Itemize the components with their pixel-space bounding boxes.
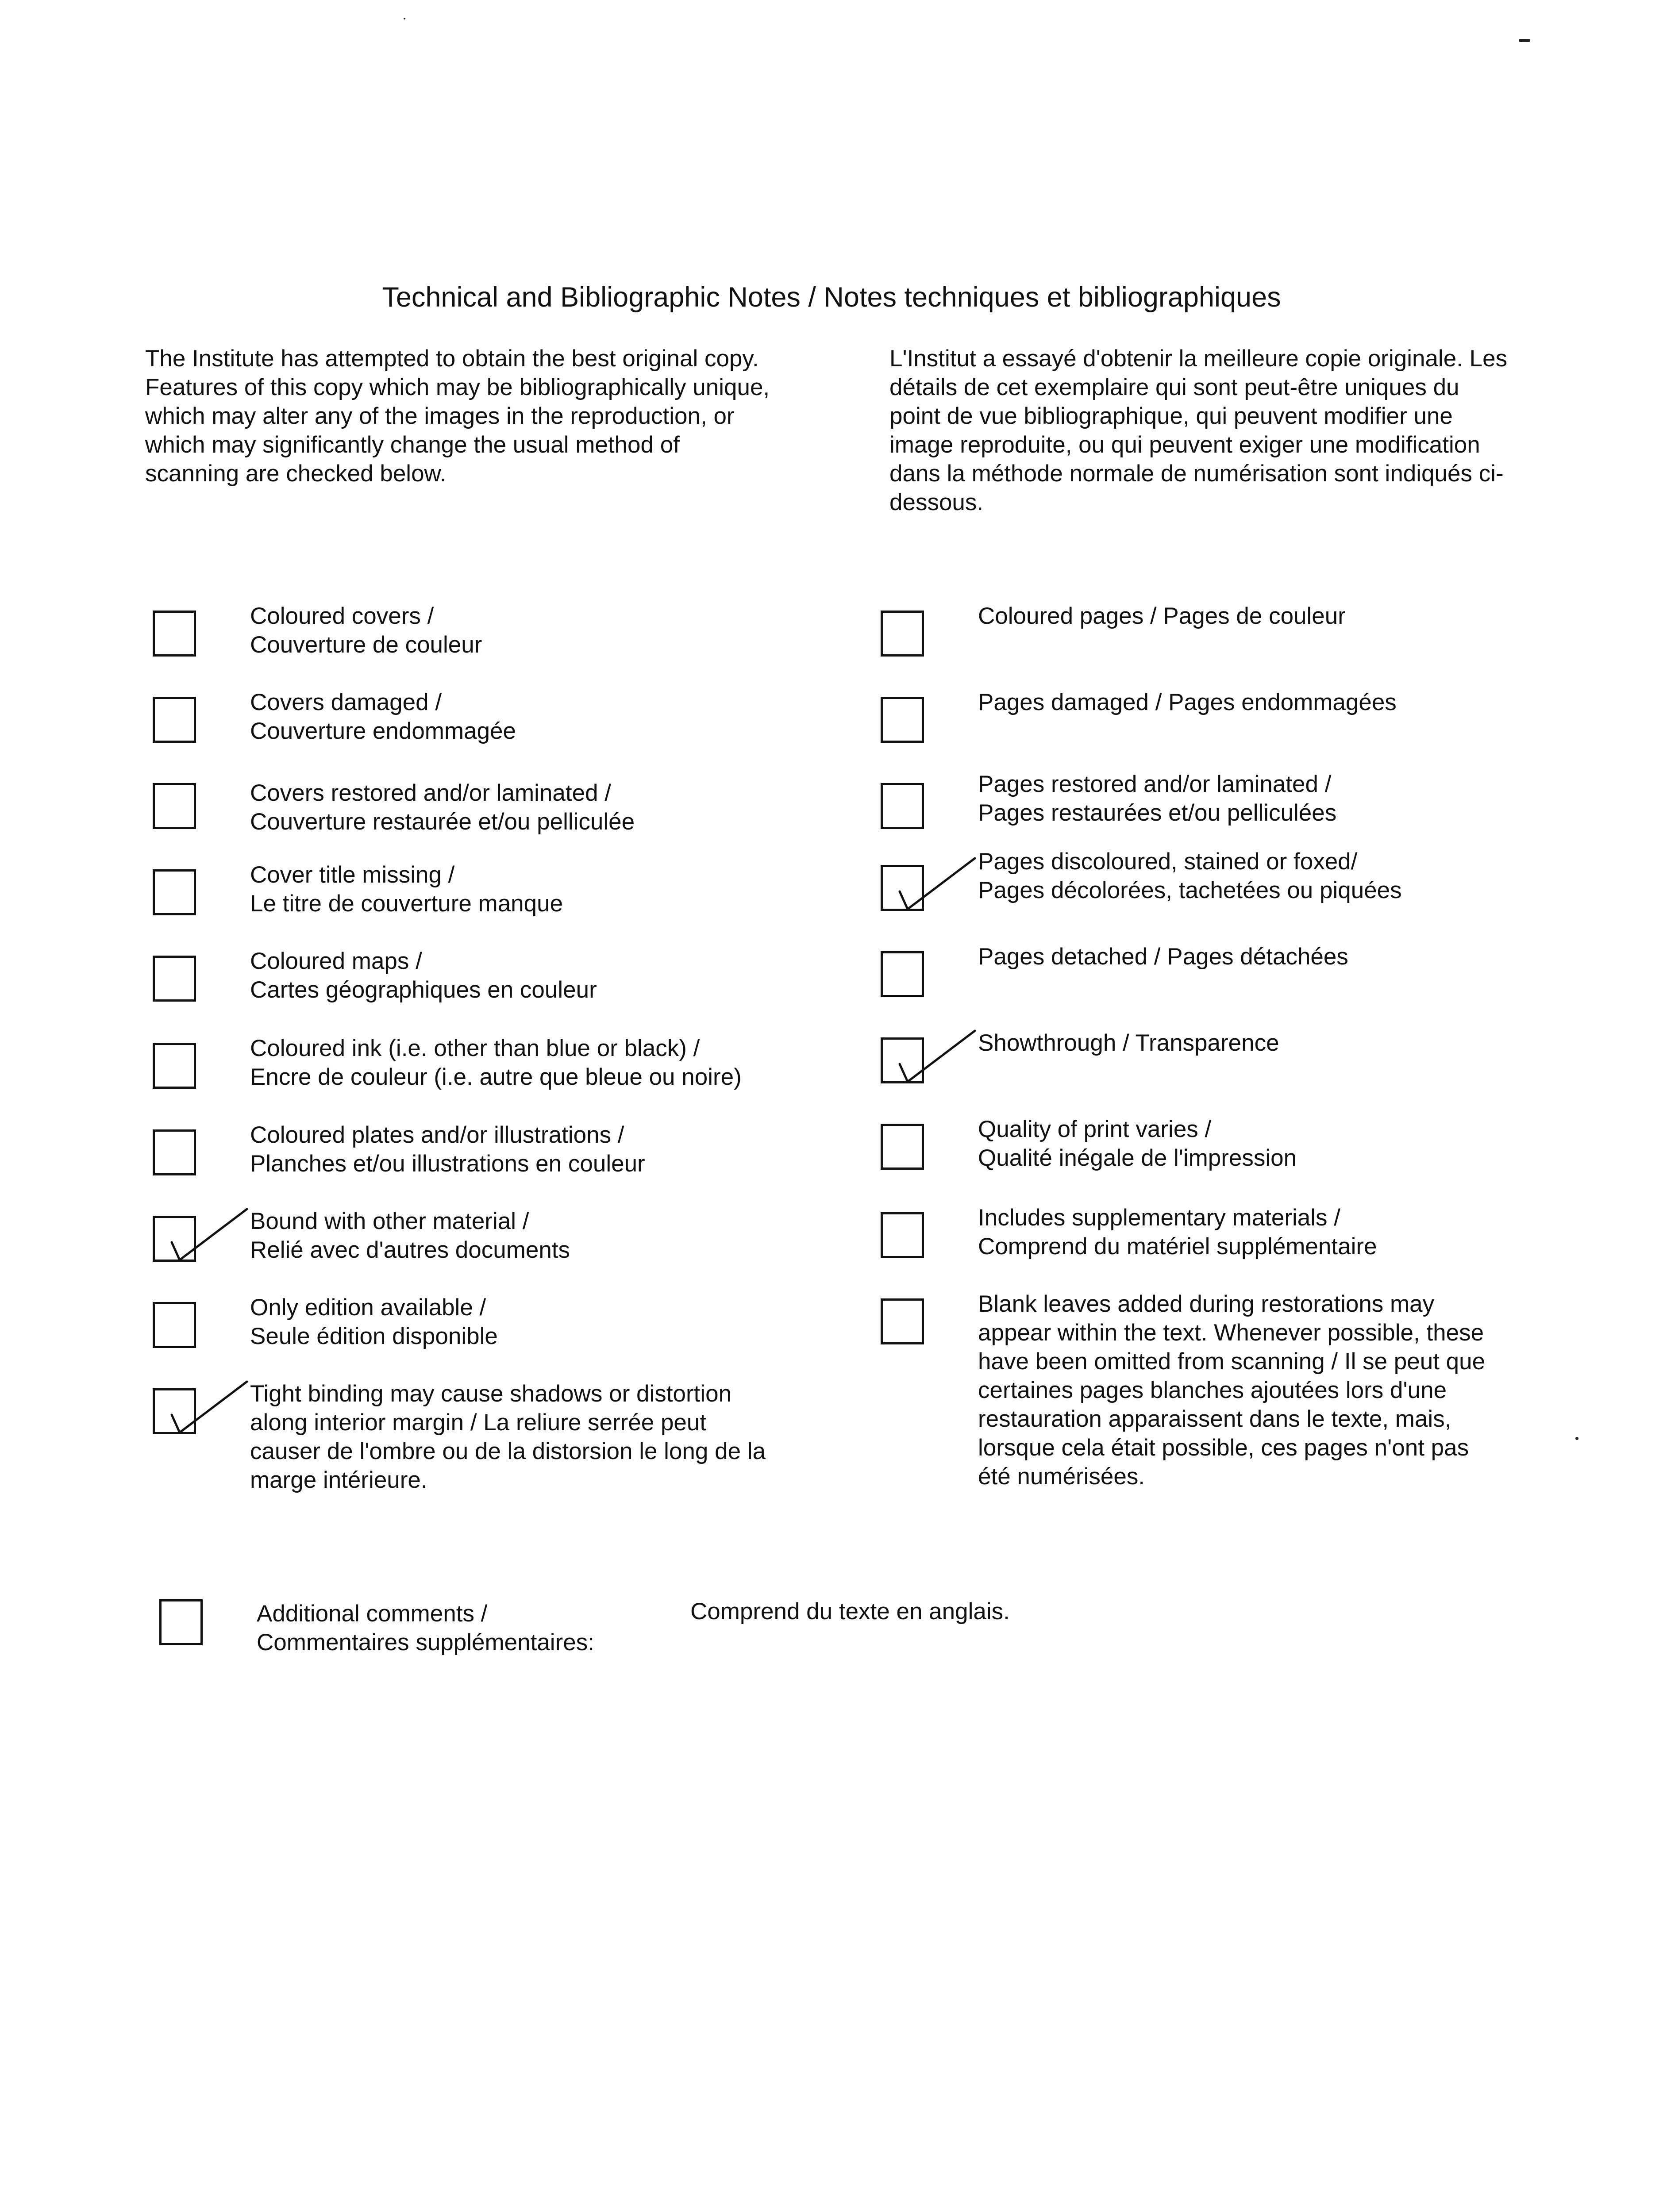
checkmark-icon <box>886 834 975 922</box>
left-checklist-label-line: Couverture endommagée <box>250 718 516 744</box>
right-checklist-label-line: Blank leaves added during restorations may <box>978 1291 1435 1317</box>
right-checklist-label-line: Pages restored and/or laminated / <box>978 771 1332 797</box>
right-checklist-label <box>978 1115 1297 1172</box>
right-checklist-label-line: Coloured pages / Pages de couleur <box>978 603 1346 629</box>
left-checklist-label-line: Bound with other material / <box>250 1208 529 1234</box>
left-checklist-label-line: causer de l'ombre ou de la distorsion le long de la <box>250 1438 766 1464</box>
left-checklist-label-line: Coloured plates and/or illustrations / <box>250 1122 624 1148</box>
right-checklist-label-line: lorsque cela était possible, ces pages n'ont pas <box>978 1435 1469 1461</box>
checkmark-stroke <box>172 1209 247 1260</box>
right-checklist-label-line: Pages décolorées, tachetées ou piquées <box>978 877 1402 903</box>
left-checklist-checkbox[interactable] <box>153 1129 196 1175</box>
right-checklist-label-line: Pages discoloured, stained or foxed/ <box>978 849 1358 875</box>
additional-comments-checkbox[interactable] <box>159 1599 203 1645</box>
right-checklist-checkbox[interactable] <box>881 697 924 743</box>
left-checklist-label-line: Only edition available / <box>250 1294 486 1321</box>
right-checklist-label-line: restauration apparaissent dans le texte, mais, <box>978 1406 1451 1432</box>
intro-english-line: which may alter any of the images in the reproduction, or <box>145 403 735 429</box>
right-checklist-checkbox[interactable] <box>881 865 924 911</box>
left-checklist-label-line: marge intérieure. <box>250 1467 427 1493</box>
additional-comments-label-line: Commentaires supplémentaires: <box>257 1629 594 1655</box>
intro-french-line: image reproduite, ou qui peuvent exiger une modification <box>889 432 1480 458</box>
left-checklist-label <box>250 1379 766 1494</box>
left-checklist-checkbox[interactable] <box>153 611 196 657</box>
left-checklist-label-line: Coloured ink (i.e. other than blue or black) / <box>250 1035 700 1061</box>
right-checklist-checkbox[interactable] <box>881 1212 924 1258</box>
left-checklist-label-line: Seule édition disponible <box>250 1323 498 1349</box>
checkmark-stroke <box>172 1382 247 1432</box>
left-checklist-label-line: Tight binding may cause shadows or distortion <box>250 1381 732 1407</box>
left-checklist-label <box>250 947 597 1004</box>
left-checklist-label-line: Le titre de couverture manque <box>250 891 563 917</box>
left-checklist-label-line: Cartes géographiques en couleur <box>250 977 597 1003</box>
right-checklist-label-line: have been omitted from scanning / Il se peut que <box>978 1348 1486 1375</box>
right-checklist-label <box>978 1029 1279 1057</box>
right-checklist-label <box>978 1203 1377 1261</box>
left-checklist-checkbox[interactable] <box>153 783 196 829</box>
intro-english-line: Features of this copy which may be bibliographically unique, <box>145 374 770 400</box>
right-checklist-label <box>978 602 1346 630</box>
right-checklist-label <box>978 688 1397 717</box>
scan-speck <box>404 18 405 19</box>
intro-english-line: The Institute has attempted to obtain the best original copy. <box>145 346 759 372</box>
right-checklist-label-line: Pages restaurées et/ou pelliculées <box>978 800 1337 826</box>
intro-english <box>145 344 770 488</box>
left-checklist-label <box>250 688 516 745</box>
left-checklist-label <box>250 779 635 836</box>
intro-english-line: scanning are checked below. <box>145 461 447 487</box>
left-checklist-label-line: Coloured maps / <box>250 948 422 974</box>
intro-french <box>889 344 1507 517</box>
right-checklist-checkbox[interactable] <box>881 1298 924 1344</box>
left-checklist-checkbox[interactable] <box>153 697 196 743</box>
additional-comments-label <box>257 1599 594 1657</box>
right-checklist-label <box>978 847 1402 905</box>
right-checklist-checkbox[interactable] <box>881 611 924 657</box>
left-checklist-label-line: Covers damaged / <box>250 689 442 715</box>
right-checklist-label-line: certaines pages blanches ajoutées lors d'une <box>978 1377 1447 1403</box>
intro-french-line: L'Institut a essayé d'obtenir la meilleure copie originale. Les <box>889 346 1508 372</box>
right-checklist-label <box>978 942 1348 971</box>
right-checklist-label-line: Quality of print varies / <box>978 1116 1212 1142</box>
left-checklist-checkbox[interactable] <box>153 956 196 1002</box>
left-checklist-label <box>250 602 482 659</box>
right-checklist-label-line: Pages detached / Pages détachées <box>978 944 1348 970</box>
left-checklist-label <box>250 1034 742 1091</box>
left-checklist-label <box>250 1121 645 1178</box>
checkmark-icon <box>158 1357 247 1446</box>
right-checklist-label-line: Pages damaged / Pages endommagées <box>978 689 1397 715</box>
left-checklist-label <box>250 860 563 918</box>
left-checklist-label-line: Couverture de couleur <box>250 632 482 658</box>
scan-speck <box>1575 1437 1578 1440</box>
right-checklist-label-line: Qualité inégale de l'impression <box>978 1145 1297 1171</box>
page-title: Technical and Bibliographic Notes / Notes techniques et bibliographiques <box>382 282 1281 313</box>
left-checklist-checkbox[interactable] <box>153 1302 196 1348</box>
left-checklist-checkbox[interactable] <box>153 1388 196 1434</box>
additional-comments-text: Comprend du texte en anglais. <box>690 1598 1010 1624</box>
right-checklist-label-line: appear within the text. Whenever possible, these <box>978 1320 1484 1346</box>
right-checklist-label-line: Showthrough / Transparence <box>978 1030 1279 1056</box>
left-checklist-checkbox[interactable] <box>153 1216 196 1262</box>
left-checklist-label-line: Coloured covers / <box>250 603 434 629</box>
checkmark-icon <box>886 1006 975 1095</box>
left-checklist-checkbox[interactable] <box>153 869 196 915</box>
right-checklist-checkbox[interactable] <box>881 1124 924 1170</box>
right-checklist-label-line: été numérisées. <box>978 1463 1145 1490</box>
intro-french-line: dans la méthode normale de numérisation sont indiqués ci- <box>889 461 1504 487</box>
checkmark-stroke <box>900 858 975 909</box>
right-checklist-label <box>978 770 1336 827</box>
right-checklist-checkbox[interactable] <box>881 783 924 829</box>
checkmark-icon <box>158 1185 247 1273</box>
intro-french-line: dessous. <box>889 489 984 515</box>
right-checklist-label-line: Includes supplementary materials / <box>978 1205 1340 1231</box>
right-checklist-checkbox[interactable] <box>881 951 924 997</box>
left-checklist-label-line: along interior margin / La reliure serrée peut <box>250 1409 707 1436</box>
left-checklist-label-line: Covers restored and/or laminated / <box>250 780 612 806</box>
right-checklist-checkbox[interactable] <box>881 1037 924 1083</box>
left-checklist-label <box>250 1207 570 1264</box>
scan-speck <box>1519 39 1530 42</box>
additional-comments-label-line: Additional comments / <box>257 1601 488 1627</box>
left-checklist-label-line: Relié avec d'autres documents <box>250 1237 570 1263</box>
checkmark-stroke <box>900 1031 975 1082</box>
left-checklist-checkbox[interactable] <box>153 1043 196 1089</box>
right-checklist-label-line: Comprend du matériel supplémentaire <box>978 1233 1377 1260</box>
left-checklist-label-line: Encre de couleur (i.e. autre que bleue ou noire) <box>250 1064 742 1090</box>
left-checklist-label-line: Couverture restaurée et/ou pelliculée <box>250 809 635 835</box>
intro-french-line: point de vue bibliographique, qui peuvent modifier une <box>889 403 1453 429</box>
left-checklist-label-line: Planches et/ou illustrations en couleur <box>250 1151 645 1177</box>
intro-french-line: détails de cet exemplaire qui sont peut-être uniques du <box>889 374 1459 400</box>
left-checklist-label <box>250 1293 498 1351</box>
intro-english-line: which may significantly change the usual method of <box>145 432 680 458</box>
left-checklist-label-line: Cover title missing / <box>250 862 455 888</box>
right-checklist-label <box>978 1290 1485 1491</box>
